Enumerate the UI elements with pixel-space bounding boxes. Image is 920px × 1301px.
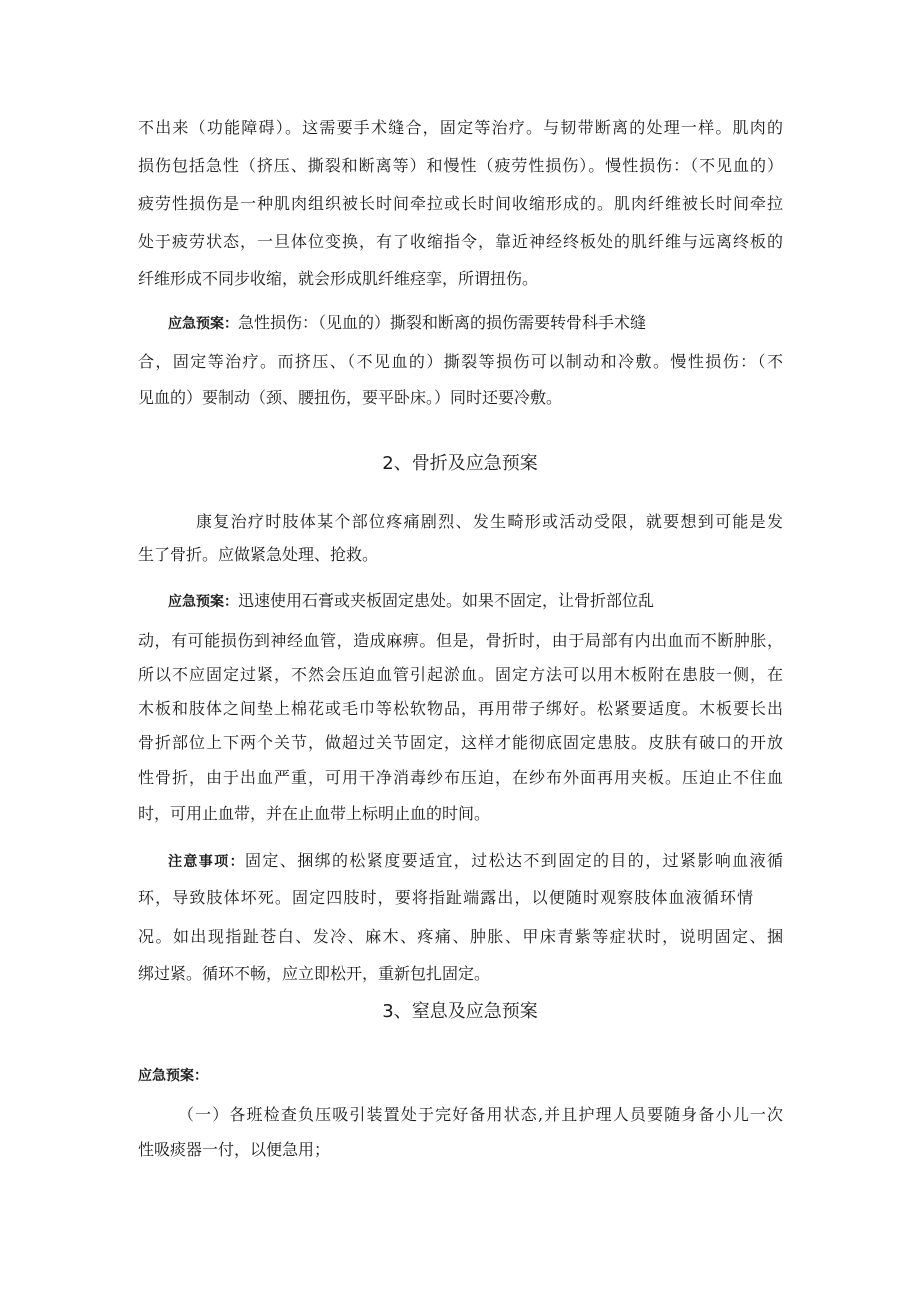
section2-note-first-text: 固定、捆绑的松紧度要适宜，过松达不到固定的目的，过紧影响血液循: [245, 851, 783, 870]
section2-para-line-2: 生了骨折。应做紧急处理、抢救。: [138, 545, 379, 564]
plan1-label: 应急预案：: [168, 316, 238, 332]
section2-note-first-line: [168, 851, 783, 872]
plan1-first-line: [168, 313, 728, 334]
section2-plan-line-4: 木板和肢体之间垫上棉花或毛巾等松软物品，再用带子绑好。松紧要适度。木板要长出: [138, 699, 783, 718]
section2-note-line-3: 况。如出现指趾苍白、发冷、麻木、疼痛、肿胀、甲床青紫等症状时，说明固定、捆: [138, 927, 783, 946]
intro-line-2: 损伤包括急性（挤压、撕裂和断离等）和慢性（疲劳性损伤）。慢性损伤：（不见血的）: [138, 156, 783, 175]
section2-para-line-1: 康复治疗时肢体某个部位疼痛剧烈、发生畸形或活动受限，就要想到可能是发: [196, 512, 783, 531]
section2-plan-label: 应急预案：: [168, 594, 238, 610]
intro-line-1: 不出来（功能障碍）。这需要手术缝合，固定等治疗。与韧带断离的处理一样。肌肉的: [138, 118, 783, 137]
intro-line-4: 处于疲劳状态，一旦体位变换，有了收缩指令，靠近神经终板处的肌纤维与远离终板的: [138, 232, 783, 251]
plan1-line-2: 合，固定等治疗。而挤压、（不见血的）撕裂等损伤可以制动和冷敷。慢性损伤：（不: [138, 352, 783, 371]
section3-plan-label: 应急预案：: [138, 1068, 208, 1084]
section2-plan-line-2: 动，有可能损伤到神经血管，造成麻痹。但是，骨折时，由于局部有内出血而不断肿胀，: [138, 631, 783, 650]
section2-note-line-4: 绑过紧。循环不畅，应立即松开，重新包扎固定。: [138, 964, 491, 983]
section2-plan-line-5: 骨折部位上下两个关节，做超过关节固定，这样才能彻底固定患肢。皮肤有破口的开放: [138, 733, 783, 752]
section2-plan-line-6: 性骨折，由于出血严重，可用干净消毒纱布压迫，在纱布外面再用夹板。压迫止不住血: [138, 768, 783, 787]
section2-note-line-2: 环，导致肢体坏死。固定四肢时，要将指趾端露出，以便随时观察肢体血液循环情: [138, 888, 753, 907]
intro-line-3: 疲劳性损伤是一种肌肉组织被长时间牵拉或长时间收缩形成的。肌肉纤维被长时间牵拉: [138, 194, 783, 213]
section2-plan-first-text: 迅速使用石膏或夹板固定患处。如果不固定，让骨折部位乱: [238, 591, 655, 610]
section2-heading: 2、骨折及应急预案: [382, 453, 538, 474]
section2-plan-line-7: 时，可用止血带，并在止血带上标明止血的时间。: [138, 804, 491, 823]
section2-plan-first-line: [168, 591, 728, 612]
plan1-line-3: 见血的）要制动（颈、腰扭伤，要平卧床。）同时还要冷敷。: [138, 388, 563, 407]
section3-item-line-2: 性吸痰器一付，以便急用；: [138, 1140, 331, 1159]
intro-line-5: 纤维形成不同步收缩，就会形成肌纤维痉挛，所谓扭伤。: [138, 269, 539, 288]
plan1-first-text: 急性损伤：（见血的）撕裂和断离的损伤需要转骨科手术缝: [238, 313, 647, 332]
section3-item-line-1: （一）各班检查负压吸引装置处于完好备用状态,并且护理人员要随身备小儿一次: [178, 1105, 783, 1124]
section2-note-label: 注意事项：: [168, 854, 245, 870]
section2-plan-line-3: 所以不应固定过紧，不然会压迫血管引起淤血。固定方法可以用木板附在患肢一侧，在: [138, 665, 783, 684]
section3-heading: 3、窒息及应急预案: [382, 1001, 538, 1022]
